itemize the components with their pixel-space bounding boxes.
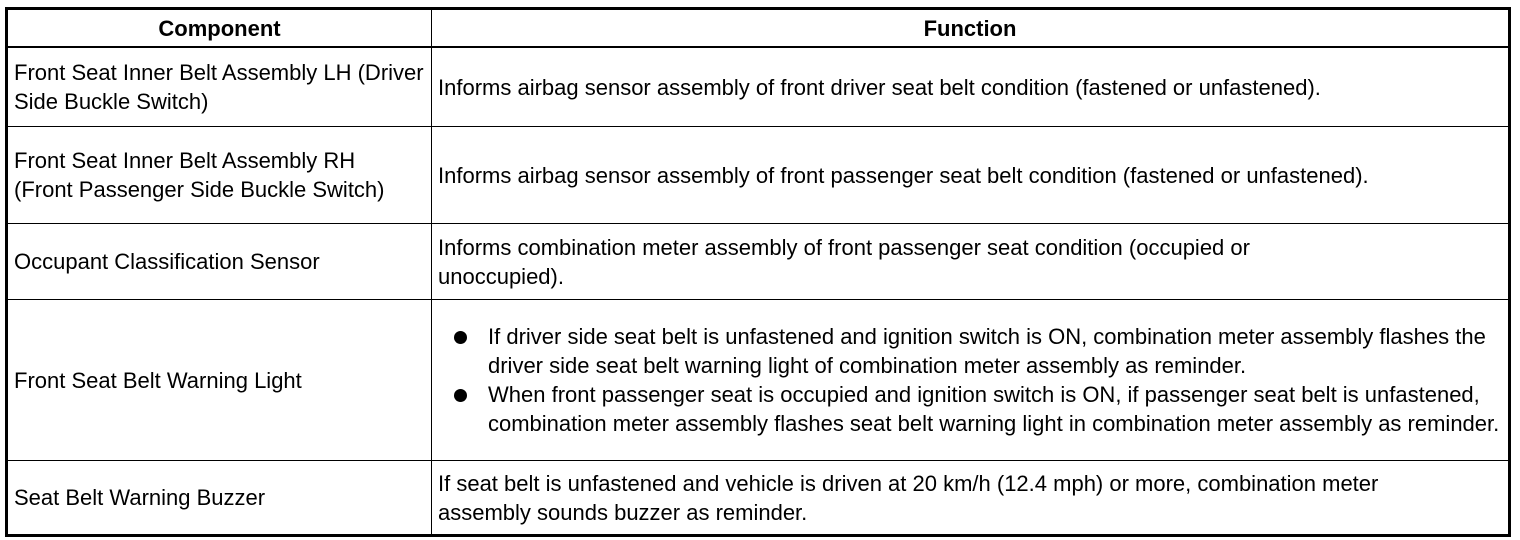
bullet-list [438, 322, 1502, 438]
table-row [7, 224, 1510, 300]
component-cell: Front Seat Inner Belt Assembly LH (Driver Side Buckle Switch) [7, 47, 432, 127]
function-cell [432, 300, 1510, 461]
table-row [7, 461, 1510, 536]
bullet-text: If driver side seat belt is unfastened and ignition switch is ON, combination meter assembly flashes the driver side seat belt warning light of combination meter assembly as reminder. [488, 324, 1486, 378]
table-row [7, 300, 1510, 461]
bullet-dot-icon [454, 389, 467, 402]
component-function-table [5, 7, 1511, 537]
function-cell: Informs combination meter assembly of front passenger seat condition (occupied or unoccupied). [432, 224, 1510, 300]
component-cell: Seat Belt Warning Buzzer [7, 461, 432, 536]
header-row [7, 9, 1510, 48]
function-cell: If seat belt is unfastened and vehicle is driven at 20 km/h (12.4 mph) or more, combination meter assembly sounds buzzer as reminder. [432, 461, 1510, 536]
bullet-dot-icon [454, 331, 467, 344]
bullet-text: When front passenger seat is occupied and ignition switch is ON, if passenger seat belt is unfastened, combination meter assembly flashes seat belt warning light in combination meter assembly as reminder. [488, 382, 1500, 436]
function-cell: Informs airbag sensor assembly of front driver seat belt condition (fastened or unfastened). [432, 47, 1510, 127]
table-row [7, 47, 1510, 127]
component-cell: Front Seat Belt Warning Light [7, 300, 432, 461]
header-component: Component [7, 9, 432, 48]
table-wrapper [5, 7, 1511, 537]
header-function: Function [432, 9, 1510, 48]
component-cell: Front Seat Inner Belt Assembly RH (Front Passenger Side Buckle Switch) [7, 127, 432, 224]
list-item [438, 322, 1502, 380]
component-cell: Occupant Classification Sensor [7, 224, 432, 300]
list-item [438, 380, 1502, 438]
table-row [7, 127, 1510, 224]
function-cell: Informs airbag sensor assembly of front passenger seat belt condition (fastened or unfastened). [432, 127, 1510, 224]
